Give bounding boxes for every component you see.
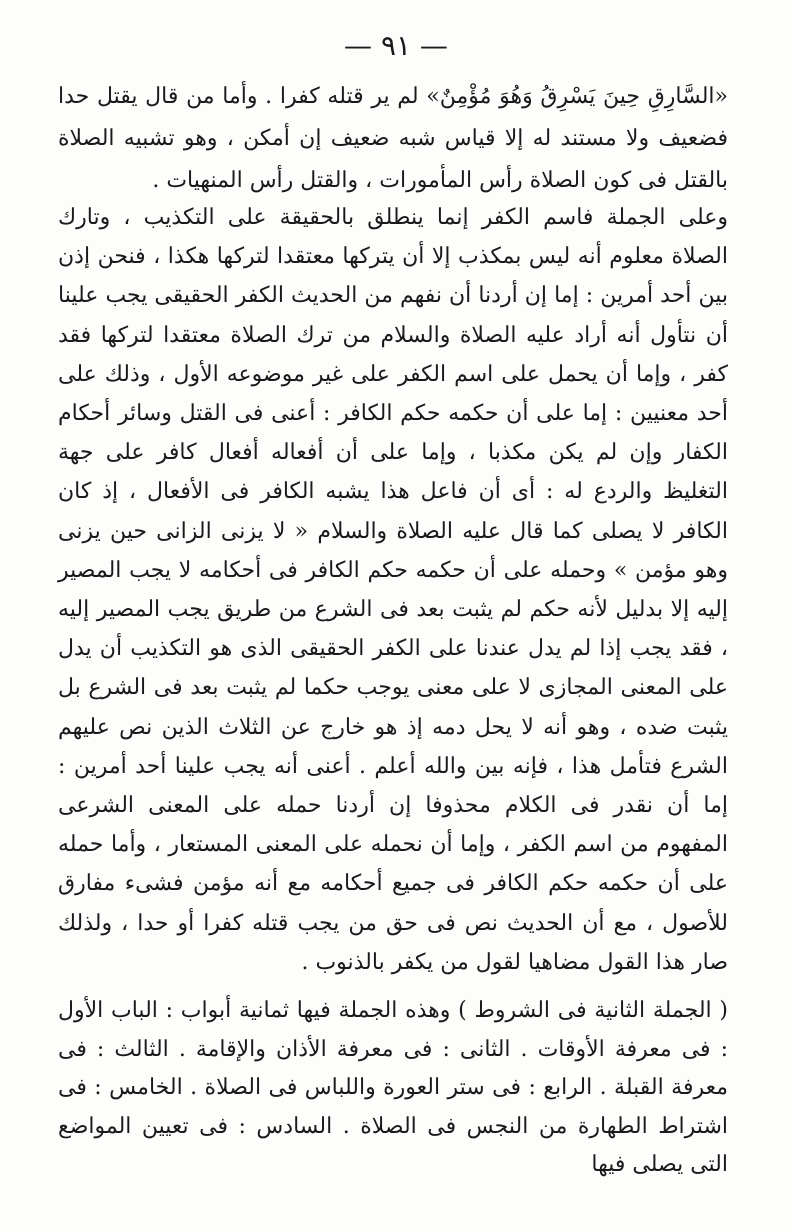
paragraph-2-text: وعلى الجملة فاسم الكفر إنما ينطلق بالحقيقة على التكذيب ، وتارك الصلاة معلوم أنه ليس بمكذب إلا أن يتركها معتقدا لتركها هكذا ، فنحن إذن بين أحد أمرين : إما إن أردنا أن نفهم من الحديث الكفر الحقيقى يجب علينا أن نتأول أنه أراد عليه الصلاة والسلام من ترك الصلاة معتقدا لتركها فقد كفر ، وإما أن يحمل على اسم الكفر على غير موضوعه الأول ، وذلك على أحد معنيين : إما على أن حكمه حكم الكافر : أعنى فى القتل وسائر أحكام الكفار وإن لم يكن مكذبا ، وإما على أن أفعاله أفعال كافر على جهة التغليظ والردع له : أى أن فاعل هذا يشبه الكافر فى الأفعال ، إذ كان الكافر لا يصلى كما قال عليه الصلاة والسلام « لا يزنى الزانى حين يزنى وهو مؤمن » وحمله على أن حكمه حكم الكافر فى أحكامه لا يجب المصير إليه إلا بدليل لأنه حكم لم يثبت بعد فى الشرع من طريق يجب المصير إليه ، فقد يجب إذا لم يدل عندنا على الكفر الحقيقى الذى هو التكذيب أن يدل على المعنى المجازى لا على معنى يوجب حكما لم يثبت بعد فى الشرع بل يثبت ضده ، وهو أنه لا يحل دمه إذ هو خارج عن الثلاث الذين نص عليهم الشرع فتأمل هذا ، فإنه بين والله أعلم . أعنى أنه يجب علينا أحد أمرين : إما أن نقدر فى الكلام محذوفا إن أردنا حمله على المعنى الشرعى المفهوم من اسم الكفر ، وإما أن نحمله على المعنى المستعار ، وأما حمله على أن حكمه حكم الكافر فى جميع أحكامه مع أنه مؤمن فشىء مفارق للأصول ، مع أن الحديث نص فى حق من يجب قتله كفرا أو حدا ، ولذلك صار هذا القول مضاهيا لقول من يكفر بالذنوب . <box>58 205 729 975</box>
paragraph-3-text: ( الجملة الثانية فى الشروط ) وهذه الجملة فيها ثمانية أبواب : الباب الأول : فى معرفة الأوقات . الثانى : فى معرفة الأذان والإقامة . الثالث : فى معرفة القبلة . الرابع : فى ستر العورة واللباس فى الصلاة . الخامس : فى اشتراط الطهارة من النجس فى الصلاة . السادس : فى تعيين المواضع التى يصلى فيها <box>58 998 728 1178</box>
paragraph-3 <box>58 992 728 1185</box>
paragraph-1 <box>58 76 728 202</box>
paragraph-1-text: «السَّارِقِ حِينَ يَسْرِقُ وَهُوَ مُؤْمِنٌ» لم ير قتله كفرا . وأما من قال يقتل حدا فضعيف ولا مستند له إلا قياس شبه ضعيف إن أمكن ، وهو تشبيه الصلاة بالقتل فى كون الصلاة رأس المأمورات ، والقتل رأس المنهيات . <box>58 84 728 193</box>
page-number: — ٩١ — <box>344 29 448 62</box>
paragraph-2 <box>58 198 728 982</box>
